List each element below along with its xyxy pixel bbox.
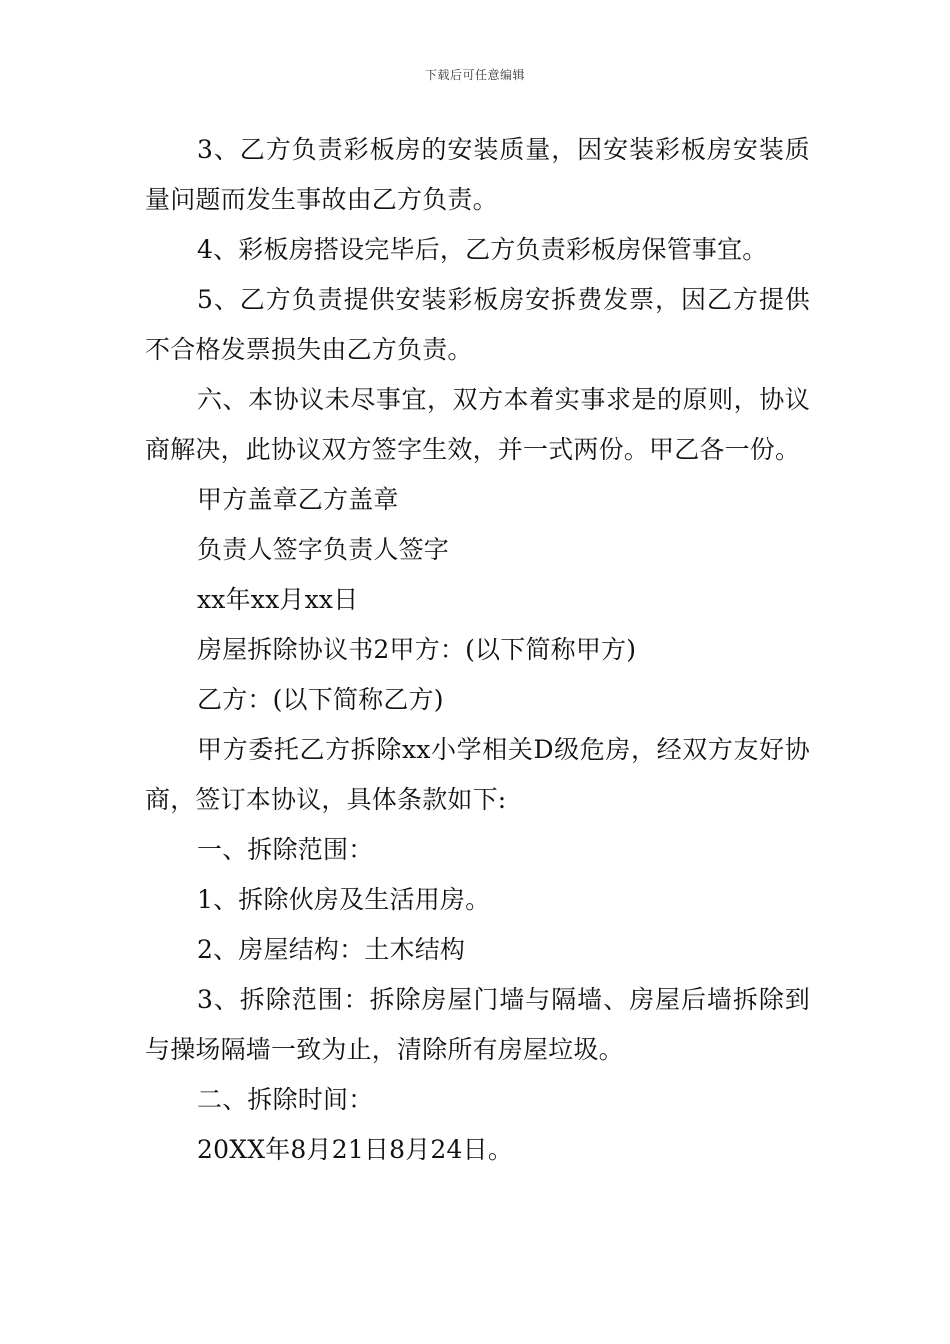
agreement-2-party-a: 房屋拆除协议书2甲方：(以下简称甲方) <box>197 635 637 664</box>
scope-item-1: 1、拆除伙房及生活用房。 <box>197 885 491 914</box>
paragraph-clause-5-invoice: 5、乙方负责提供安装彩板房安拆费发票，因乙方提供不合格发票损失由乙方负责。 <box>145 285 810 364</box>
page-header: 下载后可任意编辑 <box>424 68 525 82</box>
section-heading-time: 二、拆除时间： <box>197 1085 374 1114</box>
signature-seal-line: 甲方盖章乙方盖章 <box>197 485 399 514</box>
paragraph-clause-6-unresolved-matters: 六、本协议未尽事宜，双方本着实事求是的原则，协议商解决，此协议双方签字生效，并一式两份。甲乙各一份。 <box>145 385 810 464</box>
demolition-date: 20XX年8月21日8月24日。 <box>197 1135 514 1164</box>
paragraph-clause-3-installation-quality: 3、乙方负责彩板房的安装质量，因安装彩板房安装质量问题而发生事故由乙方负责。 <box>145 135 810 214</box>
signature-person-line: 负责人签字负责人签字 <box>197 535 450 564</box>
section-heading-scope: 一、拆除范围： <box>197 835 374 864</box>
signature-date-line: xx年xx月xx日 <box>197 585 359 614</box>
document-body <box>145 125 810 1175</box>
agreement-2-intro: 甲方委托乙方拆除xx小学相关D级危房，经双方友好协商，签订本协议，具体条款如下: <box>145 735 810 814</box>
scope-item-2: 2、房屋结构：土木结构 <box>197 935 466 964</box>
agreement-2-party-b: 乙方：(以下简称乙方) <box>197 685 444 714</box>
scope-item-3: 3、拆除范围：拆除房屋门墙与隔墙、房屋后墙拆除到与操场隔墙一致为止，清除所有房屋垃圾。 <box>145 985 810 1064</box>
paragraph-clause-4-custody: 4、彩板房搭设完毕后，乙方负责彩板房保管事宜。 <box>197 235 768 264</box>
